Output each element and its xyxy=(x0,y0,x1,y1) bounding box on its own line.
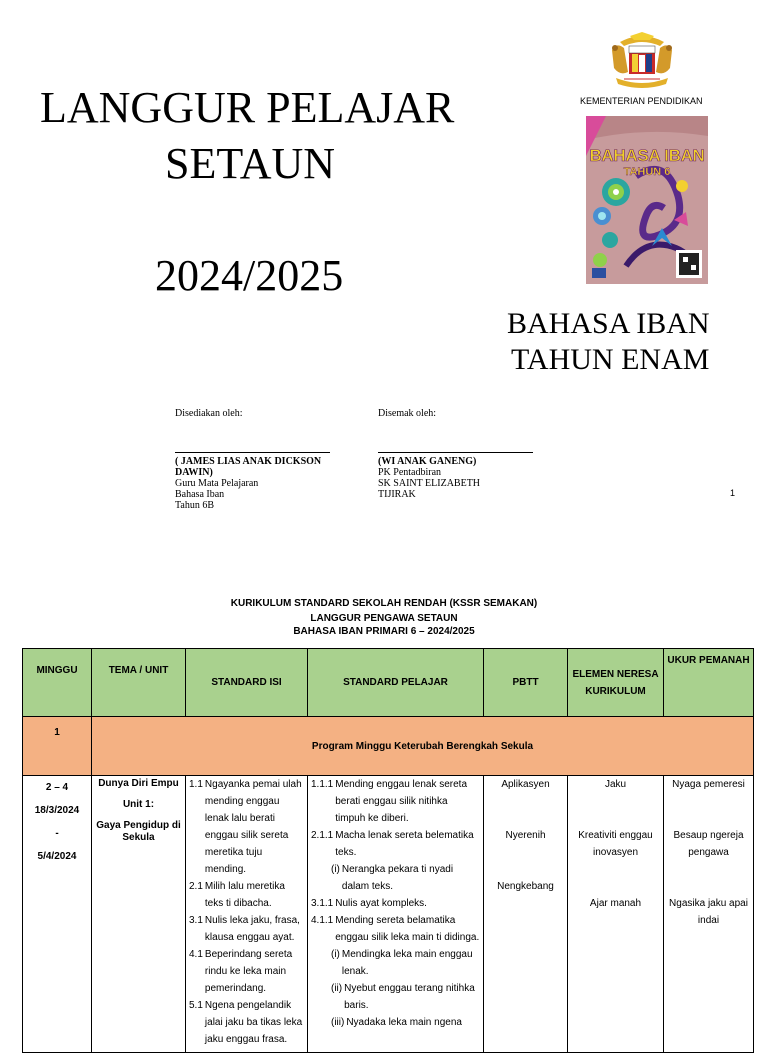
row2-date-start: 18/3/2024 xyxy=(34,805,80,816)
standard-pelajar-item-text: Nerangka pekara ti nyadi dalam teks. xyxy=(341,864,454,892)
header-standard-isi-label: STANDARD ISI xyxy=(211,677,282,688)
standard-pelajar-item xyxy=(311,980,480,1014)
standard-isi-item xyxy=(189,912,304,946)
table-row xyxy=(23,717,754,776)
standard-pelajar-item-number: 4.1.1 xyxy=(311,915,334,926)
checked-name: (WI ANAK GANENG) xyxy=(378,456,477,467)
header-pbtt xyxy=(484,649,568,717)
standard-pelajar-item xyxy=(311,861,480,895)
checked-location: TIJIRAK xyxy=(378,489,416,500)
prepared-name: ( JAMES LIAS ANAK DICKSON DAWIN) xyxy=(175,456,322,478)
standard-pelajar-item-number: (iii) xyxy=(331,1017,345,1028)
standard-isi-item-text: Ngayanka pemai ulah mending enggau lenak lalu berati enggau silik sereta meretika tuju mending. xyxy=(204,779,302,875)
header-standard-isi xyxy=(186,649,308,717)
standard-isi-item xyxy=(189,946,304,997)
row2-unit: Unit 1: xyxy=(122,799,155,810)
standard-pelajar-item-text: Macha lenak sereta belematika teks. xyxy=(335,830,474,858)
cover-year: 2024/2025 xyxy=(155,251,344,300)
row2-date-end: 5/4/2024 xyxy=(37,851,77,862)
standard-pelajar-item xyxy=(311,912,480,946)
standard-isi-item-text: Milih lalu meretika teks ti dibacha. xyxy=(204,881,285,909)
standard-pelajar-item-number: (i) xyxy=(331,864,340,875)
row2-standard-pelajar xyxy=(308,776,484,1053)
header-standard-pelajar xyxy=(308,649,484,717)
checked-by-label: Disemak oleh: xyxy=(378,408,437,419)
header-elemen-label: ELEMEN NERESA KURIKULUM xyxy=(572,668,659,697)
prepared-class: Tahun 6B xyxy=(175,500,215,511)
pbtt-item: Nyerenih xyxy=(505,830,546,841)
standard-pelajar-item xyxy=(311,946,480,980)
subject-line2: TAHUN ENAM xyxy=(511,343,710,376)
header-elemen xyxy=(568,649,664,717)
standard-pelajar-item-number: 2.1.1 xyxy=(311,830,334,841)
doc-header-line3: BAHASA IBAN PRIMARI 6 – 2024/2025 xyxy=(293,626,475,637)
header-minggu xyxy=(23,649,92,717)
table-row xyxy=(23,776,754,1053)
prepared-role: Guru Mata Pelajaran xyxy=(175,478,259,489)
standard-isi-item-text: Ngena pengelandik jalai jaku ba tikas leka jaku enggau frasa. xyxy=(204,1000,303,1045)
row2-elemen xyxy=(568,776,664,1053)
standard-pelajar-item-number: (i) xyxy=(331,949,340,960)
header-ukur-label: UKUR PEMANAH xyxy=(667,655,750,666)
standard-pelajar-item-text: Nyebut enggau terang nitihka baris. xyxy=(344,983,475,1011)
header-minggu-label: MINGGU xyxy=(36,665,78,676)
standard-isi-item xyxy=(189,776,304,878)
standard-isi-item-number: 5.1 xyxy=(189,1000,203,1011)
header-tema xyxy=(92,649,186,717)
standard-pelajar-item-number: 1.1.1 xyxy=(311,779,334,790)
textbook-title: BAHASA IBAN xyxy=(589,146,705,165)
standard-pelajar-item-text: Nyadaka leka main ngena xyxy=(346,1017,462,1028)
standard-isi-item-text: Nulis leka jaku, frasa, klausa enggau ayat. xyxy=(204,915,300,943)
prepared-by-label: Disediakan oleh: xyxy=(175,408,243,419)
row1-minggu-value: 1 xyxy=(54,727,60,738)
standard-pelajar-item xyxy=(311,776,480,827)
page-number: 1 xyxy=(730,488,736,498)
pbtt-item: Aplikasyen xyxy=(501,779,550,790)
row2-unit-title: Gaya Pengidup di Sekula xyxy=(96,820,181,843)
standard-isi-item xyxy=(189,997,304,1048)
row1-minggu xyxy=(23,717,92,776)
row2-tema xyxy=(92,776,186,1053)
header-tema-label: TEMA / UNIT xyxy=(108,665,169,676)
subject-line1: BAHASA IBAN xyxy=(507,307,710,340)
standard-pelajar-item xyxy=(311,827,480,861)
prepared-subject: Bahasa Iban xyxy=(175,489,225,500)
row2-tema-title: Dunya Diri Empu xyxy=(98,778,179,789)
checked-signature-line xyxy=(378,452,533,453)
row1-program-text: Program Minggu Keterubah Berengkah Sekula xyxy=(311,740,534,752)
standard-isi-item xyxy=(189,878,304,912)
standard-isi-item-number: 3.1 xyxy=(189,915,203,926)
header-pbtt-label: PBTT xyxy=(512,677,539,688)
cover-title-line2: SETAUN xyxy=(165,139,336,188)
checked-role: PK Pentadbiran xyxy=(378,467,442,478)
ukur-item: Ngasika jaku apai indai xyxy=(669,898,748,926)
ukur-item: Besaup ngereja pengawa xyxy=(673,830,744,858)
row2-ukur xyxy=(664,776,754,1053)
cover-title-line1: LANGGUR PELAJAR xyxy=(40,83,455,132)
table-header-row xyxy=(23,649,754,717)
header-ukur xyxy=(664,649,754,717)
row2-standard-isi xyxy=(186,776,308,1053)
row2-week-range: 2 – 4 xyxy=(45,782,69,793)
standard-isi-item-number: 1.1 xyxy=(189,779,203,790)
elemen-item: Ajar manah xyxy=(589,898,642,909)
malaysia-crest-logo xyxy=(602,32,682,92)
elemen-item: Jaku xyxy=(604,779,627,790)
doc-header-line1: KURIKULUM STANDARD SEKOLAH RENDAH (KSSR SEMAKAN) xyxy=(230,598,538,609)
standard-pelajar-item-number: 3.1.1 xyxy=(311,898,334,909)
standard-pelajar-item xyxy=(311,1014,480,1031)
elemen-item: Kreativiti enggau inovasyen xyxy=(578,830,653,858)
row2-minggu xyxy=(23,776,92,1053)
standard-pelajar-item-text: Mending enggau lenak sereta berati enggau silik nitihka timpuh ke diberi. xyxy=(335,779,468,824)
row1-program xyxy=(92,717,754,776)
standard-pelajar-item-text: Mendingka leka main enggau lenak. xyxy=(341,949,473,977)
ukur-item: Nyaga pemeresi xyxy=(672,779,745,790)
row2-date-dash: - xyxy=(55,828,59,839)
yearly-plan-table xyxy=(22,648,754,1053)
standard-pelajar-item-number: (ii) xyxy=(331,983,343,994)
standard-pelajar-item-text: Nulis ayat kompleks. xyxy=(335,898,427,909)
standard-isi-item-text: Beperindang sereta rindu ke leka main pemerindang. xyxy=(204,949,293,994)
standard-isi-item-number: 4.1 xyxy=(189,949,203,960)
ministry-label: KEMENTERIAN PENDIDIKAN xyxy=(580,96,703,106)
row2-pbtt xyxy=(484,776,568,1053)
textbook-cover-image xyxy=(586,116,708,284)
standard-pelajar-item-text: Mending sereta belamatika enggau silik leka main ti didinga. xyxy=(335,915,480,943)
textbook-illustration xyxy=(586,116,708,284)
pbtt-item: Nengkebang xyxy=(497,881,554,892)
header-standard-pelajar-label: STANDARD PELAJAR xyxy=(343,677,448,688)
standard-isi-item-number: 2.1 xyxy=(189,881,203,892)
textbook-subtitle: TAHUN 6 xyxy=(623,166,671,178)
doc-header-line2: LANGGUR PENGAWA SETAUN xyxy=(310,613,458,624)
checked-school: SK SAINT ELIZABETH xyxy=(378,478,481,489)
prepared-signature-line xyxy=(175,452,330,453)
standard-pelajar-item xyxy=(311,895,480,912)
